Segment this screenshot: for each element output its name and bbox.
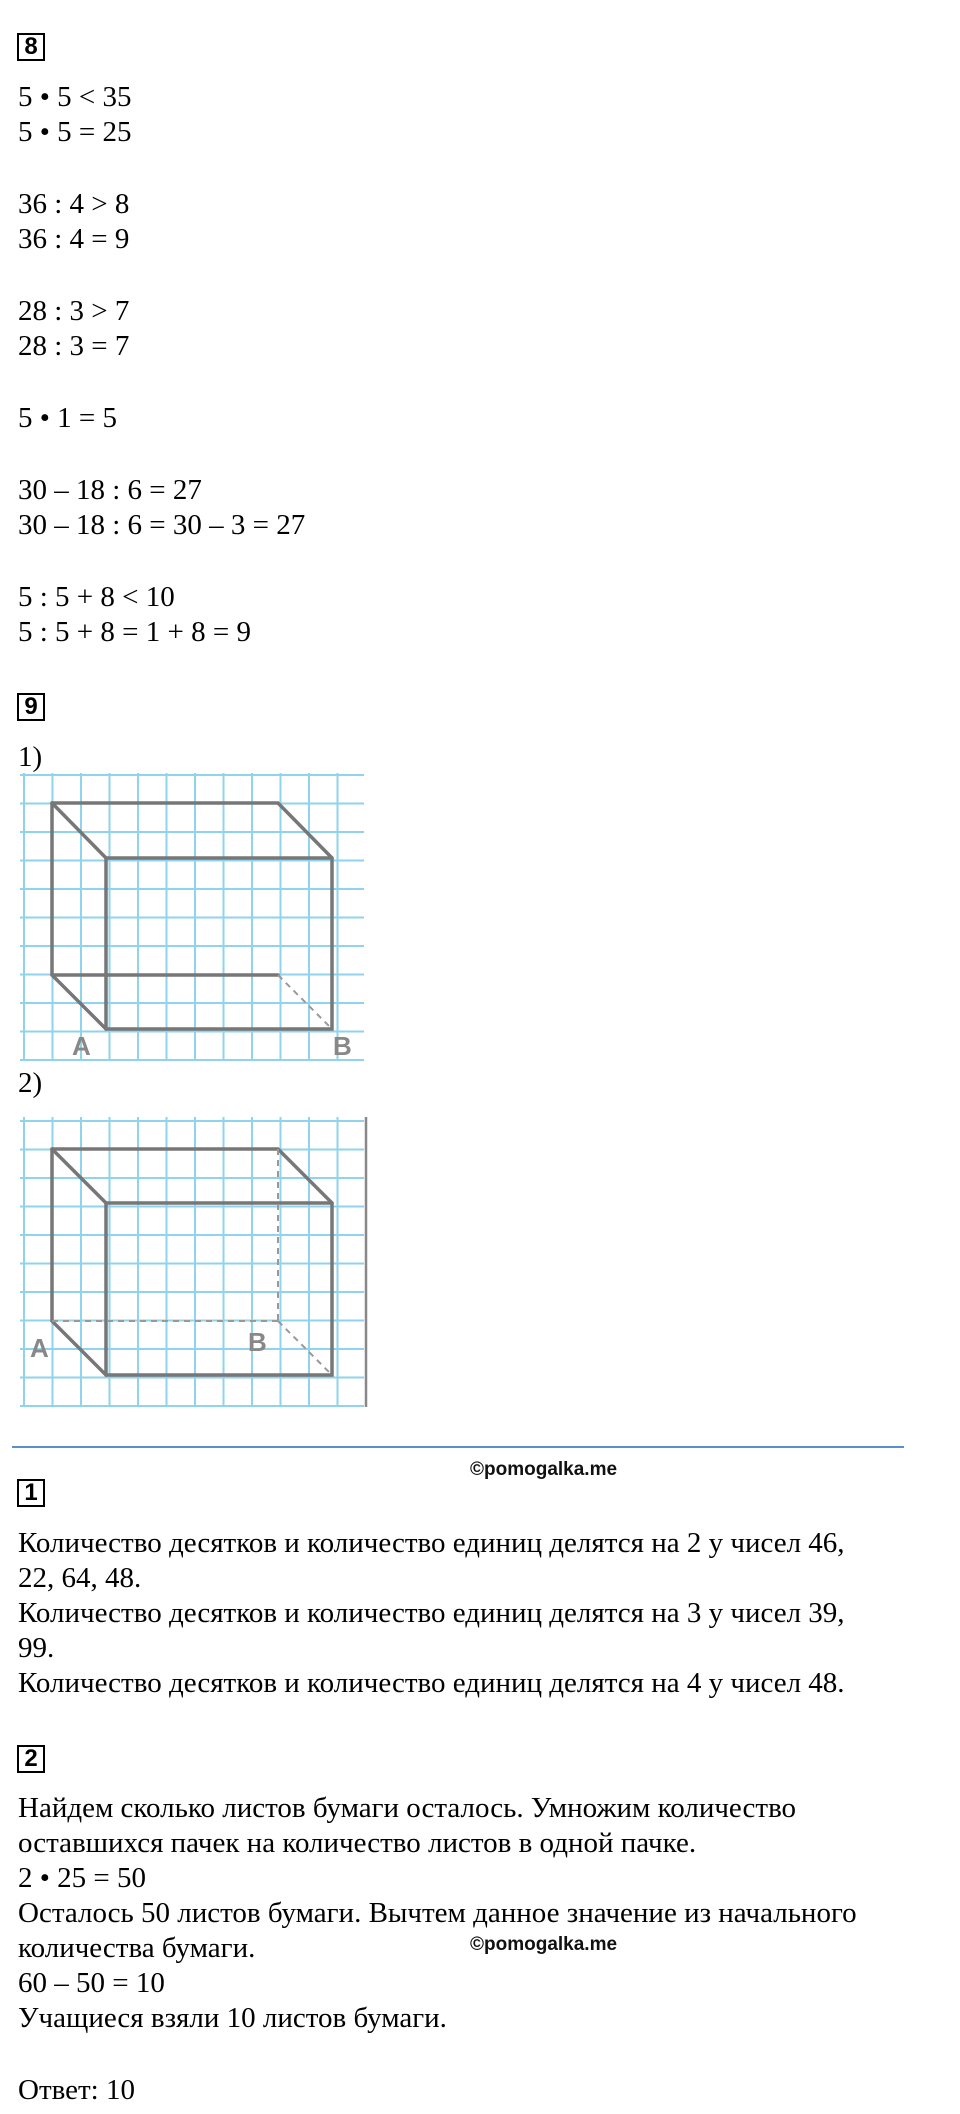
task-8-line: 5 • 5 < 35 — [18, 81, 132, 113]
watermark: ©pomogalka.me — [470, 1459, 618, 1480]
task-2-line: количества бумаги. — [18, 1932, 256, 1964]
task-2-line: Найдем сколько листов бумаги осталось. Умножим количество — [18, 1792, 797, 1824]
task-8-line: 28 : 3 = 7 — [18, 330, 130, 362]
figure-2-point-b: B — [248, 1327, 267, 1357]
figure-1-label: 1) — [18, 741, 43, 773]
figure-2-point-a: A — [30, 1333, 49, 1363]
task-8-line: 5 • 5 = 25 — [18, 116, 132, 148]
task-1-line: 99. — [18, 1632, 55, 1664]
figure-2-label: 2) — [18, 1067, 43, 1099]
figure-2-cube-drawing — [20, 1117, 372, 1407]
task-2-line: оставшихся пачек на количество листов в одной пачке. — [18, 1827, 697, 1859]
task-8-line: 30 – 18 : 6 = 30 – 3 = 27 — [18, 509, 306, 541]
task-1-number: 1 — [17, 1479, 45, 1507]
task-8-line: 5 : 5 + 8 = 1 + 8 = 9 — [18, 616, 251, 648]
task-2-answer: Ответ: 10 — [18, 2074, 135, 2106]
task-1-line: Количество десятков и количество единиц делятся на 2 у чисел 46, — [18, 1527, 845, 1559]
task-8-line: 30 – 18 : 6 = 27 — [18, 474, 202, 506]
task-1-line: Количество десятков и количество единиц делятся на 3 у чисел 39, — [18, 1597, 845, 1629]
task-1-line: 22, 64, 48. — [18, 1562, 142, 1594]
task-2-line: 2 • 25 = 50 — [18, 1862, 147, 1894]
task-8-line: 5 • 1 = 5 — [18, 402, 118, 434]
task-2-line: 60 – 50 = 10 — [18, 1967, 165, 1999]
task-9-number: 9 — [17, 693, 45, 721]
task-2-number: 2 — [17, 1745, 45, 1773]
task-2-line: Осталось 50 листов бумаги. Вычтем данное значение из начального — [18, 1897, 857, 1929]
figure-1-cube-drawing — [20, 773, 372, 1061]
task-8-line: 36 : 4 > 8 — [18, 188, 130, 220]
task-8-number: 8 — [17, 33, 45, 61]
figure-1-point-a: A — [72, 1031, 91, 1061]
figure-1-point-b: B — [333, 1031, 352, 1061]
task-1-line: Количество десятков и количество единиц делятся на 4 у чисел 48. — [18, 1667, 845, 1699]
task-8-line: 28 : 3 > 7 — [18, 295, 130, 327]
task-8-line: 36 : 4 = 9 — [18, 223, 130, 255]
task-2-line: Учащиеся взяли 10 листов бумаги. — [18, 2002, 447, 2034]
task-8-line: 5 : 5 + 8 < 10 — [18, 581, 175, 613]
page-divider — [12, 1446, 904, 1448]
watermark-2: ©pomogalka.me — [470, 1934, 618, 1955]
